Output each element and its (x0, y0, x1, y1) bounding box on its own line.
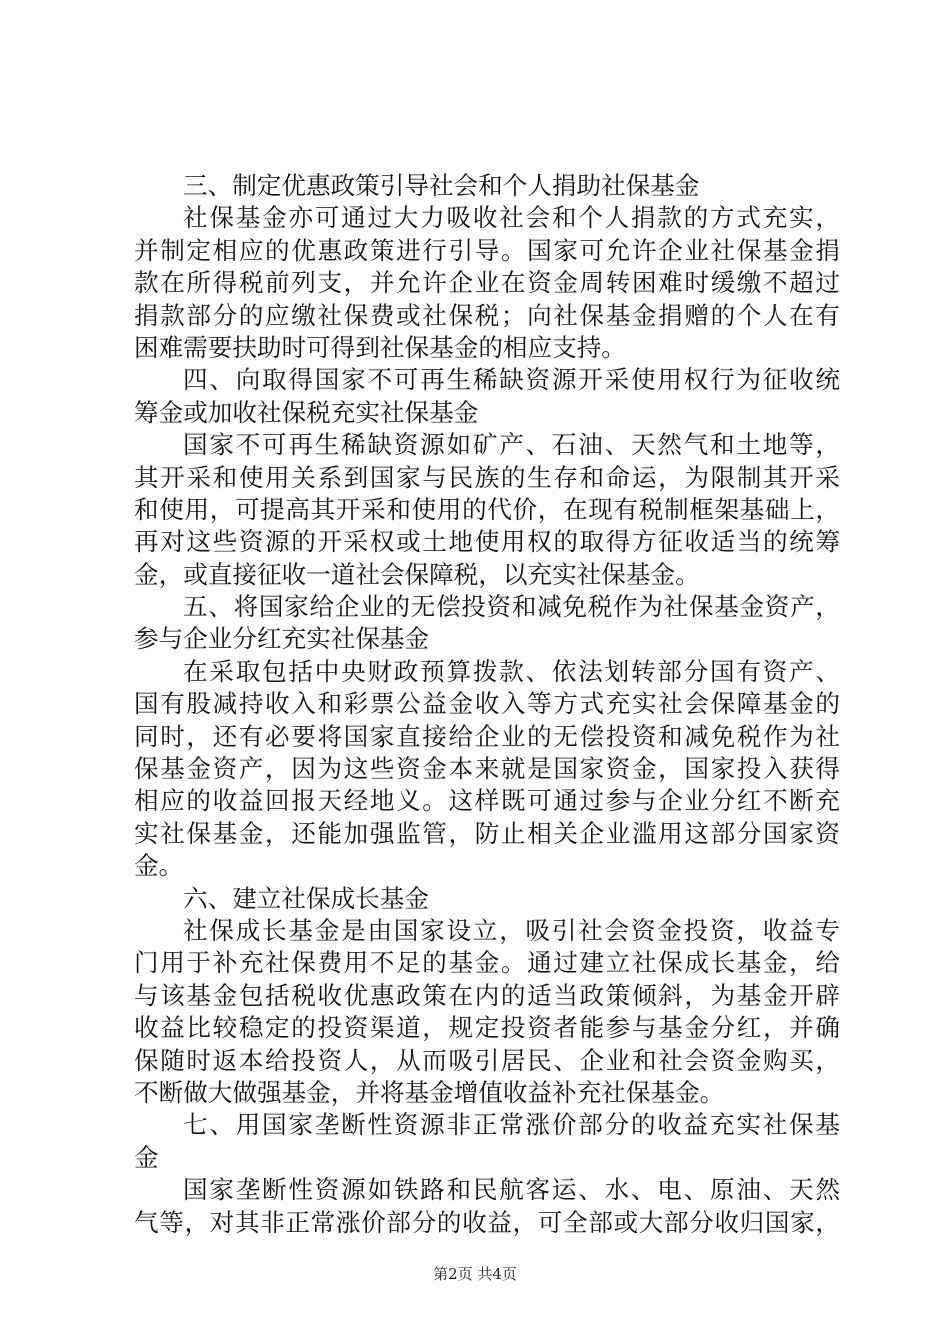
text-line: 国家垄断性资源如铁路和民航客运、水、电、原油、天然 (183, 1175, 840, 1205)
text-line: 六、建立社保成长基金 (183, 883, 429, 913)
text-line: 和使用，可提高其开采和使用的代价，在现有税制框架基础上， (134, 494, 840, 524)
text-line: 五、将国家给企业的无偿投资和减免税作为社保基金资产， (183, 592, 840, 622)
text-line: 国有股减持收入和彩票公益金收入等方式充实社会保障基金的 (134, 689, 840, 719)
text-line: 七、用国家垄断性资源非正常涨价部分的收益充实社保基 (183, 1110, 840, 1140)
text-line: 筹金或加收社保税充实社保基金 (134, 397, 479, 427)
text-line: 困难需要扶助时可得到社保基金的相应支持。 (134, 332, 626, 362)
text-line: 社保成长基金是由国家设立，吸引社会资金投资，收益专 (183, 915, 840, 945)
text-line: 不断做大做强基金，并将基金增值收益补充社保基金。 (134, 1077, 725, 1107)
text-line: 款在所得税前列支，并允许企业在资金周转困难时缓缴不超过 (134, 268, 840, 298)
text-line: 金 (134, 1142, 159, 1172)
page-number: 第2页 共4页 (433, 1265, 517, 1283)
text-line: 再对这些资源的开采权或土地使用权的取得方征收适当的统筹 (134, 527, 840, 557)
text-line: 气等，对其非正常涨价部分的收益，可全部或大部分收归国家， (134, 1207, 840, 1237)
text-line: 实社保基金，还能加强监管，防止相关企业滥用这部分国家资 (134, 818, 840, 848)
text-line: 三、制定优惠政策引导社会和个人捐助社保基金 (183, 171, 700, 200)
text-line: 在采取包括中央财政预算拨款、依法划转部分国有资产、 (183, 656, 840, 686)
text-line: 金，或直接征收一道社会保障税，以充实社保基金。 (134, 559, 700, 589)
page-footer (0, 1264, 950, 1284)
text-line: 其开采和使用关系到国家与民族的生存和命运，为限制其开采 (134, 462, 840, 492)
text-line: 并制定相应的优惠政策进行引导。国家可允许企业社保基金捐 (134, 235, 840, 265)
text-line: 参与企业分红充实社保基金 (134, 624, 430, 654)
text-line: 门用于补充社保费用不足的基金。通过建立社保成长基金，给 (134, 948, 840, 978)
text-line: 四、向取得国家不可再生稀缺资源开采使用权行为征收统 (183, 365, 840, 395)
text-line: 保随时返本给投资人，从而吸引居民、企业和社会资金购买， (134, 1045, 840, 1075)
text-line: 国家不可再生稀缺资源如矿产、石油、天然气和土地等， (183, 430, 840, 460)
text-line: 金。 (134, 851, 184, 881)
text-line: 社保基金亦可通过大力吸收社会和个人捐款的方式充实， (183, 203, 840, 233)
text-line: 保基金资产，因为这些资金本来就是国家资金，国家投入获得 (134, 754, 840, 784)
document-body (134, 170, 840, 1239)
text-line: 同时，还有必要将国家直接给企业的无偿投资和减免税作为社 (134, 721, 840, 751)
text-line: 与该基金包括税收优惠政策在内的适当政策倾斜，为基金开辟 (134, 980, 840, 1010)
text-line: 捐款部分的应缴社保费或社保税；向社保基金捐赠的个人在有 (134, 300, 840, 330)
text-line: 相应的收益回报天经地义。这样既可通过参与企业分红不断充 (134, 786, 840, 816)
text-line: 收益比较稳定的投资渠道，规定投资者能参与基金分红，并确 (134, 1013, 840, 1043)
